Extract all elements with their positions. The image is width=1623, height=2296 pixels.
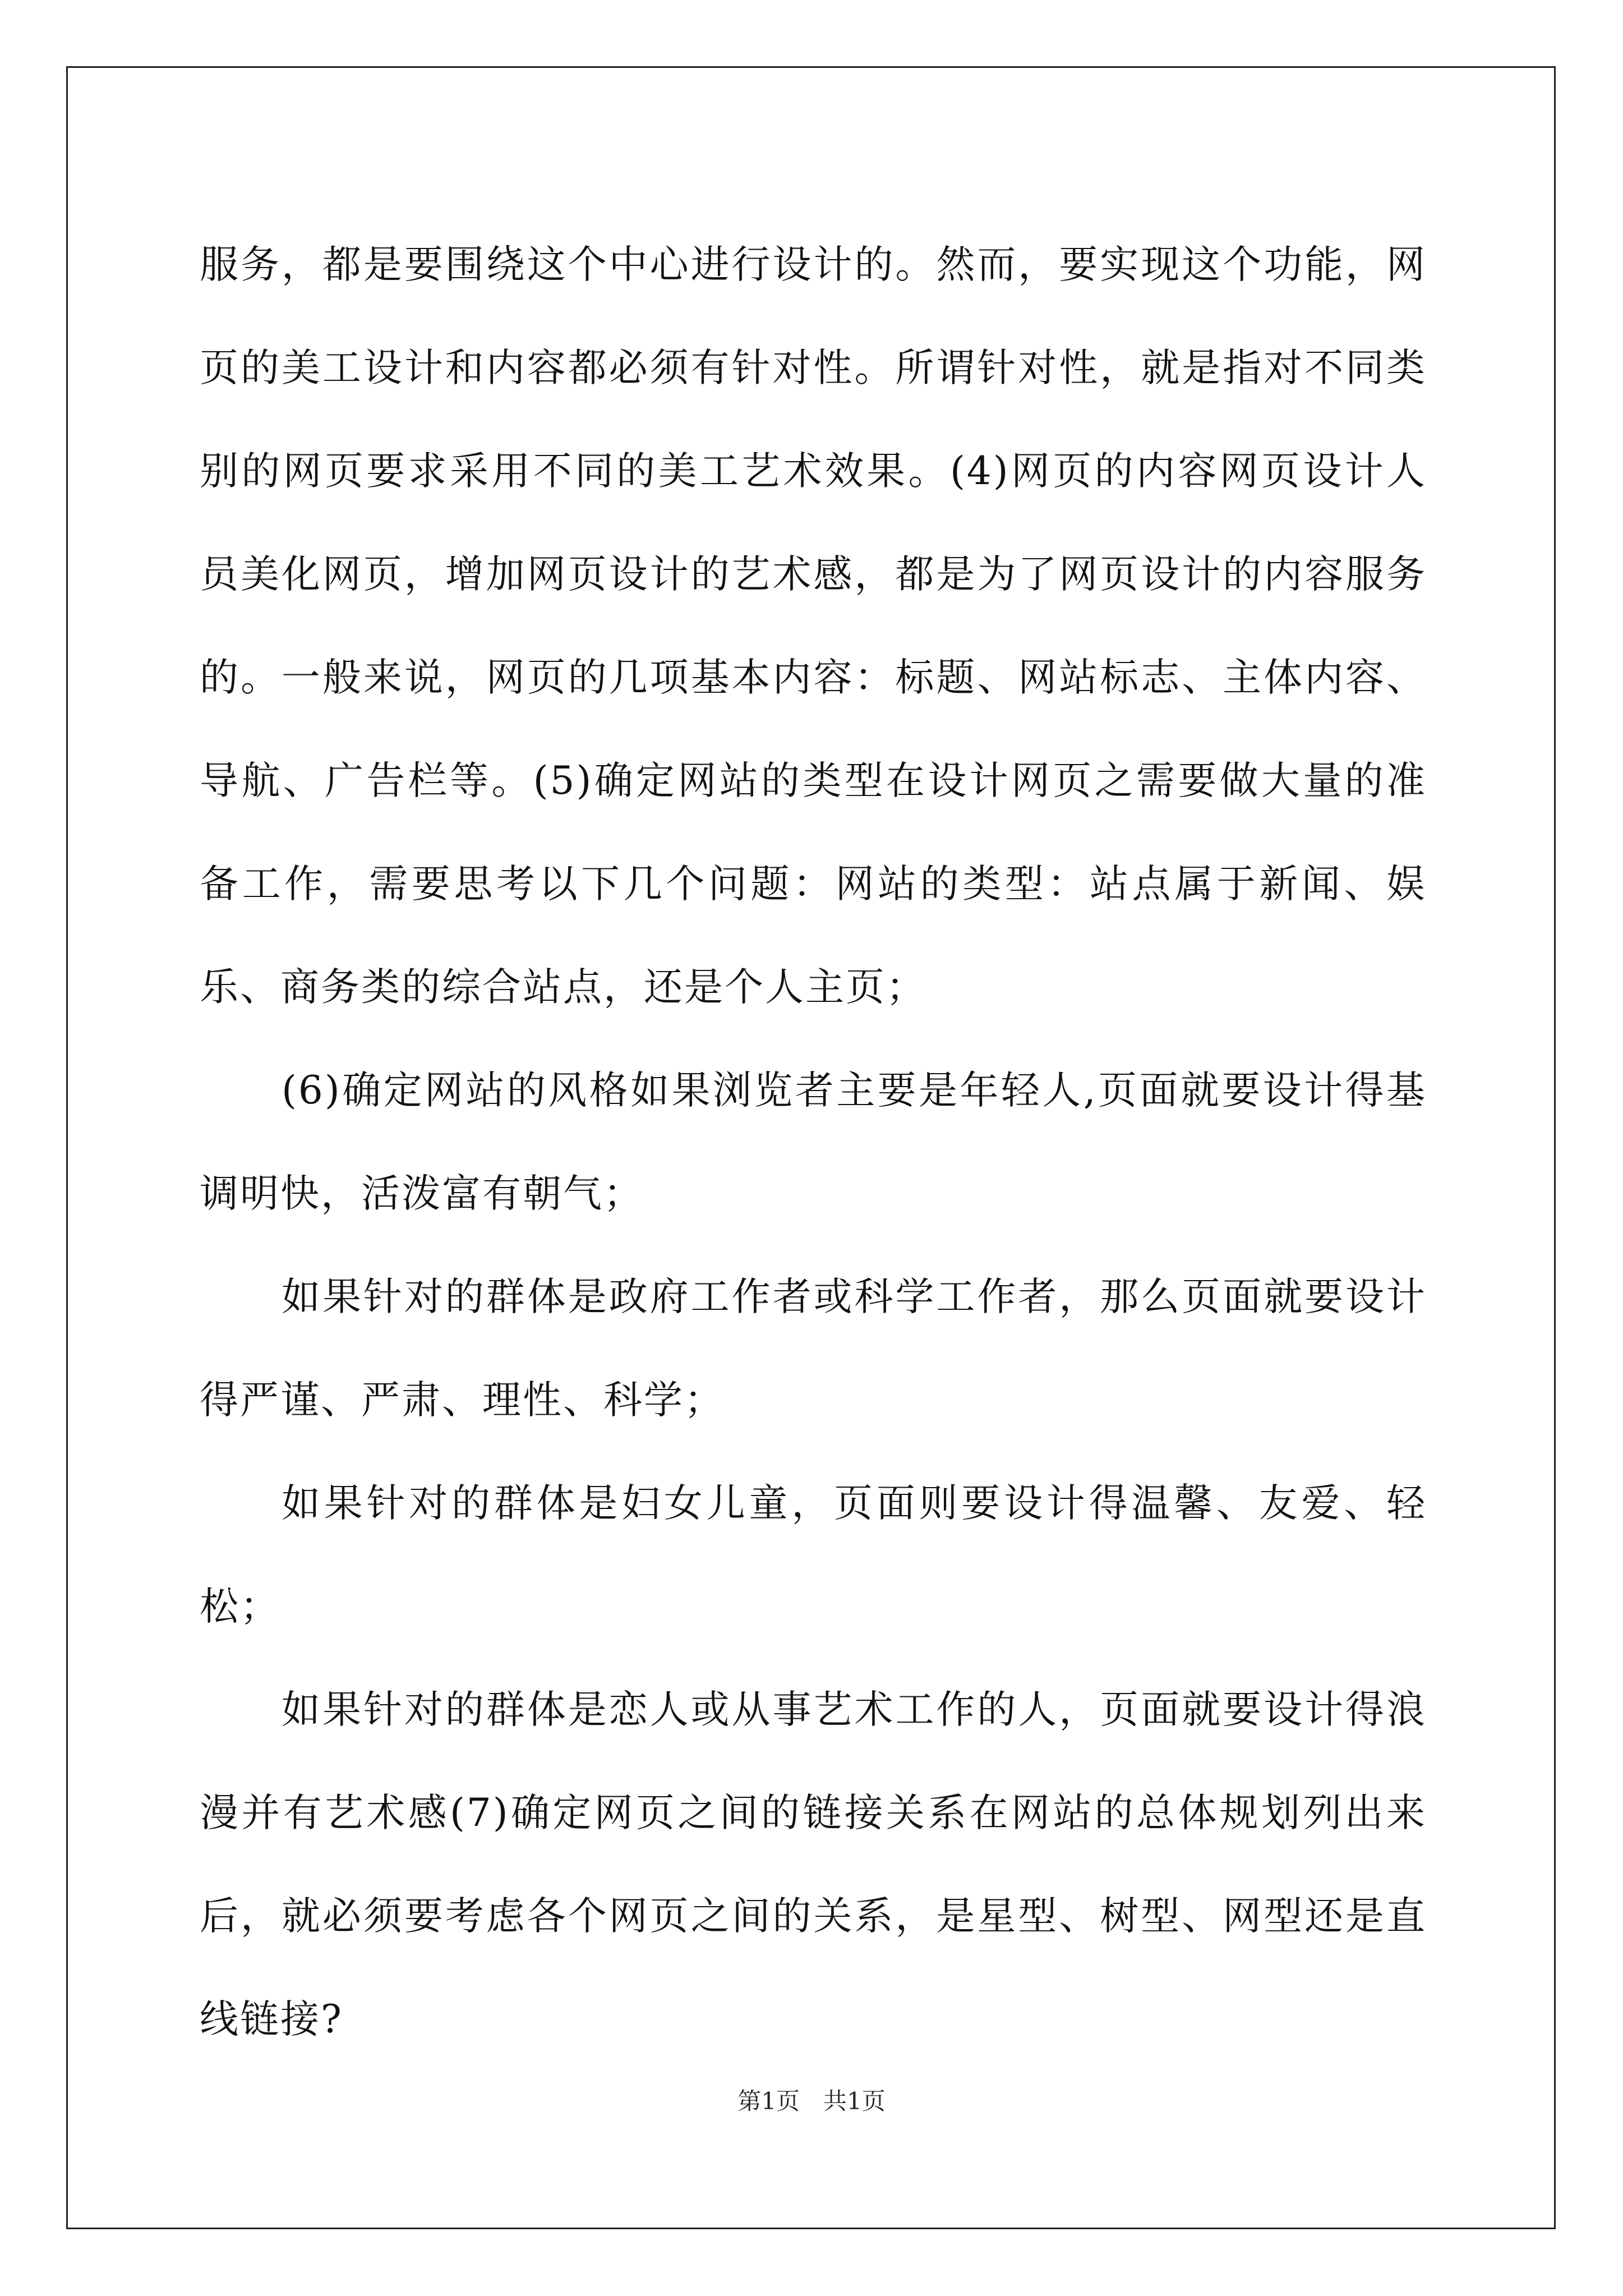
page-number-footer: 第1页 共1页 [737,2087,886,2115]
paragraph-3: 如果针对的群体是政府工作者或科学工作者，那么页面就要设计得严谨、严肃、理性、科学； [200,1274,1427,1423]
paragraph-1: 服务，都是要围绕这个中心进行设计的。然而，要实现这个功能，网页的美工设计和内容都必须有针对性。所谓针对性，就是指对不同类别的网页要求采用不同的美工艺术效果。(4)网页的内容网页设计人员美化网页，增加网页设计的艺术感，都是为了网页设计的内容服务的。一般来说，网页的几项基本内容：标题、网站标志、主体内容、导航、广告栏等。(5)确定网站的类型在设计网页之需要做大量的准备工作，需要思考以下几个问题：网站的类型：站点属于新闻、娱乐、商务类的综合站点，还是个人主页； [200,242,1427,1010]
paragraph-2: (6)确定网站的风格如果浏览者主要是年轻人,页面就要设计得基调明快，活泼富有朝气； [200,1068,1427,1216]
paragraph-4: 如果针对的群体是妇女儿童，页面则要设计得温馨、友爱、轻松； [200,1481,1427,1629]
document-body [200,213,1427,2071]
paragraph-5: 如果针对的群体是恋人或从事艺术工作的人，页面就要设计得浪漫并有艺术感(7)确定网页之间的链接关系在网站的总体规划列出来后，就必须要考虑各个网页之间的关系，是星型、树型、网型还是直线链接? [200,1687,1427,2042]
